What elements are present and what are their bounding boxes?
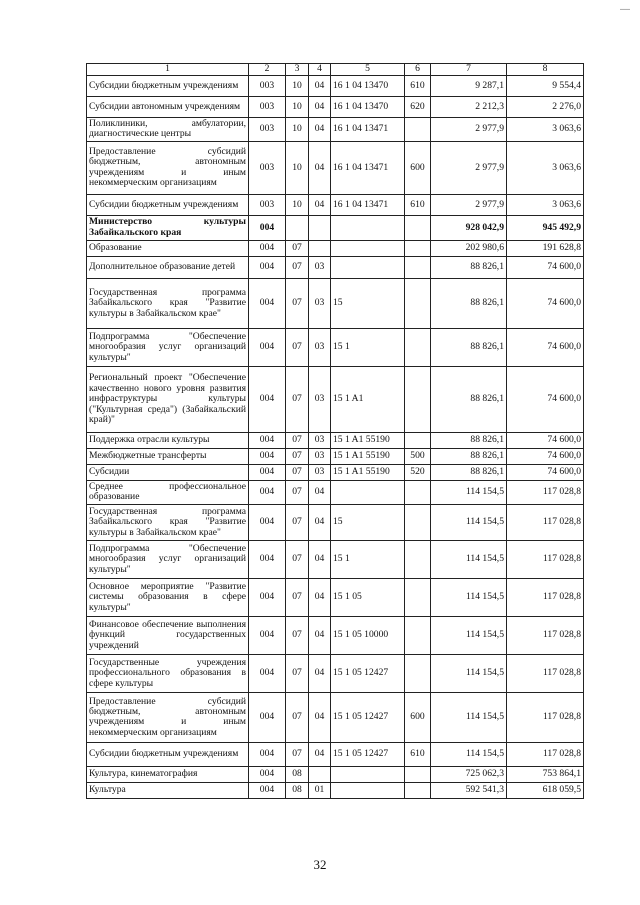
cell-subsection: 04: [309, 97, 331, 118]
cell-admin-code: 003: [249, 141, 286, 194]
cell-section: 10: [286, 194, 309, 215]
cell-section: 08: [286, 782, 309, 798]
cell-target-article: 15 1 05 10000: [331, 616, 405, 654]
cell-name: Поддержка отрасли культуры: [87, 432, 249, 448]
cell-expense-type: [405, 215, 431, 240]
cell-target-article: 15 1: [331, 540, 405, 578]
cell-amount-year2: 191 628,8: [507, 240, 584, 256]
cell-target-article: 15: [331, 278, 405, 328]
cell-name: Региональный проект "Обеспечение качественно нового уровня развития инфраструктуры культуры ("Культурная среда") (Забайкальский край)": [87, 366, 249, 432]
cell-admin-code: 004: [249, 240, 286, 256]
cell-target-article: 16 1 04 13470: [331, 76, 405, 97]
cell-admin-code: 004: [249, 256, 286, 278]
table-row: [87, 540, 584, 578]
cell-admin-code: 003: [249, 97, 286, 118]
column-header: 6: [405, 64, 431, 76]
cell-amount-year1: 114 154,5: [431, 616, 507, 654]
cell-amount-year1: 2 212,3: [431, 97, 507, 118]
cell-admin-code: 004: [249, 432, 286, 448]
cell-subsection: 04: [309, 504, 331, 540]
cell-expense-type: [405, 240, 431, 256]
cell-admin-code: 004: [249, 464, 286, 480]
cell-expense-type: 610: [405, 194, 431, 215]
cell-expense-type: 520: [405, 464, 431, 480]
cell-section: 07: [286, 240, 309, 256]
cell-subsection: 04: [309, 692, 331, 742]
cell-amount-year2: 74 600,0: [507, 366, 584, 432]
cell-section: 07: [286, 540, 309, 578]
cell-name: Среднее профессиональное образование: [87, 480, 249, 504]
cell-section: 07: [286, 742, 309, 766]
cell-admin-code: 004: [249, 504, 286, 540]
cell-amount-year2: 74 600,0: [507, 256, 584, 278]
table-row: [87, 578, 584, 616]
cell-admin-code: 003: [249, 76, 286, 97]
cell-target-article: [331, 240, 405, 256]
cell-amount-year1: 2 977,9: [431, 194, 507, 215]
table-row: [87, 278, 584, 328]
table-row: [87, 692, 584, 742]
cell-amount-year2: 9 554,4: [507, 76, 584, 97]
cell-section: 07: [286, 464, 309, 480]
cell-amount-year2: 74 600,0: [507, 464, 584, 480]
cell-expense-type: [405, 118, 431, 142]
cell-expense-type: 600: [405, 141, 431, 194]
cell-name: Субсидии бюджетным учреждениям: [87, 742, 249, 766]
cell-amount-year1: 88 826,1: [431, 278, 507, 328]
cell-name: Субсидии бюджетным учреждениям: [87, 194, 249, 215]
cell-target-article: 15 1 05: [331, 578, 405, 616]
cell-name: Государственная программа Забайкальского края "Развитие культуры в Забайкальском крае": [87, 504, 249, 540]
cell-amount-year1: 88 826,1: [431, 432, 507, 448]
cell-expense-type: [405, 256, 431, 278]
column-header: 3: [286, 64, 309, 76]
cell-amount-year2: 3 063,6: [507, 141, 584, 194]
table-row: [87, 464, 584, 480]
budget-table: [86, 63, 584, 799]
cell-amount-year2: 117 028,8: [507, 742, 584, 766]
cell-admin-code: 004: [249, 366, 286, 432]
cell-amount-year2: 117 028,8: [507, 578, 584, 616]
cell-expense-type: 620: [405, 97, 431, 118]
cell-expense-type: [405, 504, 431, 540]
cell-amount-year1: 88 826,1: [431, 464, 507, 480]
cell-amount-year1: 88 826,1: [431, 256, 507, 278]
cell-amount-year2: 618 059,5: [507, 782, 584, 798]
cell-expense-type: [405, 278, 431, 328]
cell-name: Финансовое обеспечение выполнения функций государственных учреждений: [87, 616, 249, 654]
column-header: 1: [87, 64, 249, 76]
cell-target-article: 15: [331, 504, 405, 540]
cell-target-article: 16 1 04 13470: [331, 97, 405, 118]
table-row: [87, 118, 584, 142]
cell-section: 10: [286, 118, 309, 142]
cell-amount-year1: 9 287,1: [431, 76, 507, 97]
cell-admin-code: 004: [249, 448, 286, 464]
table-row: [87, 97, 584, 118]
cell-section: 07: [286, 432, 309, 448]
cell-amount-year2: 753 864,1: [507, 766, 584, 782]
cell-amount-year2: 74 600,0: [507, 278, 584, 328]
cell-name: Основное мероприятие "Развитие системы образования в сфере культуры": [87, 578, 249, 616]
cell-amount-year2: 74 600,0: [507, 432, 584, 448]
cell-section: [286, 215, 309, 240]
cell-subsection: 04: [309, 654, 331, 692]
cell-subsection: 04: [309, 194, 331, 215]
cell-section: 07: [286, 366, 309, 432]
cell-amount-year1: 592 541,3: [431, 782, 507, 798]
cell-admin-code: 004: [249, 578, 286, 616]
cell-subsection: 03: [309, 328, 331, 366]
cell-expense-type: [405, 540, 431, 578]
column-header: 4: [309, 64, 331, 76]
cell-expense-type: 610: [405, 742, 431, 766]
cell-section: 07: [286, 578, 309, 616]
cell-name: Поликлиники, амбулатории, диагностические центры: [87, 118, 249, 142]
column-header: 2: [249, 64, 286, 76]
cell-target-article: 16 1 04 13471: [331, 141, 405, 194]
table-row: [87, 504, 584, 540]
cell-section: 10: [286, 76, 309, 97]
cell-amount-year2: 117 028,8: [507, 480, 584, 504]
cell-admin-code: 004: [249, 782, 286, 798]
cell-expense-type: [405, 654, 431, 692]
cell-amount-year1: 114 154,5: [431, 654, 507, 692]
cell-admin-code: 004: [249, 480, 286, 504]
cell-admin-code: 004: [249, 540, 286, 578]
cell-target-article: 15 1 A1 55190: [331, 432, 405, 448]
cell-subsection: [309, 215, 331, 240]
cell-expense-type: [405, 366, 431, 432]
cell-name: Подпрограмма "Обеспечение многообразия услуг организаций культуры": [87, 328, 249, 366]
cell-amount-year2: 74 600,0: [507, 328, 584, 366]
cell-target-article: 15 1 05 12427: [331, 692, 405, 742]
cell-name: Субсидии: [87, 464, 249, 480]
cell-subsection: 01: [309, 782, 331, 798]
cell-expense-type: [405, 328, 431, 366]
cell-amount-year1: 2 977,9: [431, 118, 507, 142]
cell-name: Субсидии автономным учреждениям: [87, 97, 249, 118]
corner-mark: —: [620, 4, 630, 15]
cell-amount-year1: 114 154,5: [431, 578, 507, 616]
cell-admin-code: 004: [249, 766, 286, 782]
cell-name: Культура: [87, 782, 249, 798]
cell-target-article: 15 1: [331, 328, 405, 366]
cell-name: Дополнительное образование детей: [87, 256, 249, 278]
cell-amount-year2: 945 492,9: [507, 215, 584, 240]
cell-amount-year1: 114 154,5: [431, 480, 507, 504]
cell-amount-year1: 725 062,3: [431, 766, 507, 782]
cell-target-article: 15 1 A1 55190: [331, 448, 405, 464]
cell-expense-type: [405, 782, 431, 798]
cell-admin-code: 003: [249, 194, 286, 215]
cell-target-article: 15 1 A1: [331, 366, 405, 432]
cell-subsection: 04: [309, 118, 331, 142]
cell-name: Государственная программа Забайкальского края "Развитие культуры в Забайкальском крае": [87, 278, 249, 328]
cell-section: 07: [286, 692, 309, 742]
cell-amount-year1: 202 980,6: [431, 240, 507, 256]
table-row: [87, 240, 584, 256]
cell-amount-year2: 3 063,6: [507, 194, 584, 215]
cell-amount-year1: 928 042,9: [431, 215, 507, 240]
cell-admin-code: 004: [249, 215, 286, 240]
table-row: [87, 480, 584, 504]
cell-amount-year2: 117 028,8: [507, 692, 584, 742]
cell-target-article: [331, 215, 405, 240]
cell-subsection: 03: [309, 432, 331, 448]
cell-expense-type: [405, 766, 431, 782]
cell-subsection: 03: [309, 448, 331, 464]
cell-expense-type: [405, 432, 431, 448]
cell-subsection: 03: [309, 256, 331, 278]
cell-admin-code: 004: [249, 654, 286, 692]
page-number: 32: [313, 857, 327, 872]
table-row: [87, 616, 584, 654]
table-row: [87, 194, 584, 215]
cell-section: 08: [286, 766, 309, 782]
cell-amount-year2: 74 600,0: [507, 448, 584, 464]
cell-subsection: [309, 240, 331, 256]
cell-target-article: 16 1 04 13471: [331, 118, 405, 142]
cell-name: Предоставление субсидий бюджетным, автономным учреждениям и иным некоммерческим организациям: [87, 141, 249, 194]
cell-admin-code: 004: [249, 692, 286, 742]
cell-amount-year1: 114 154,5: [431, 742, 507, 766]
cell-target-article: 15 1 05 12427: [331, 654, 405, 692]
cell-expense-type: 610: [405, 76, 431, 97]
table-row: [87, 448, 584, 464]
cell-amount-year2: 117 028,8: [507, 540, 584, 578]
cell-expense-type: [405, 616, 431, 654]
cell-admin-code: 004: [249, 742, 286, 766]
cell-subsection: 04: [309, 616, 331, 654]
cell-expense-type: [405, 480, 431, 504]
table-body: [87, 76, 584, 799]
column-header: 8: [507, 64, 584, 76]
cell-target-article: [331, 766, 405, 782]
table-row: [87, 782, 584, 798]
cell-subsection: 03: [309, 366, 331, 432]
cell-section: 07: [286, 654, 309, 692]
cell-target-article: [331, 782, 405, 798]
table-row: [87, 742, 584, 766]
cell-subsection: 04: [309, 76, 331, 97]
cell-name: Министерство культуры Забайкальского края: [87, 215, 249, 240]
cell-amount-year2: 3 063,6: [507, 118, 584, 142]
table-row: [87, 432, 584, 448]
cell-name: Предоставление субсидий бюджетным, автономным учреждениям и иным некоммерческим организациям: [87, 692, 249, 742]
cell-target-article: 15 1 A1 55190: [331, 464, 405, 480]
cell-amount-year2: 2 276,0: [507, 97, 584, 118]
cell-section: 07: [286, 616, 309, 654]
cell-admin-code: 004: [249, 278, 286, 328]
cell-name: Культура, кинематография: [87, 766, 249, 782]
cell-section: 07: [286, 448, 309, 464]
cell-section: 07: [286, 328, 309, 366]
cell-amount-year1: 88 826,1: [431, 448, 507, 464]
cell-target-article: 16 1 04 13471: [331, 194, 405, 215]
cell-subsection: 04: [309, 480, 331, 504]
cell-amount-year2: 117 028,8: [507, 504, 584, 540]
cell-target-article: 15 1 05 12427: [331, 742, 405, 766]
cell-name: Межбюджетные трансферты: [87, 448, 249, 464]
table-row: [87, 328, 584, 366]
cell-subsection: [309, 766, 331, 782]
table-header-row: [87, 64, 584, 76]
cell-amount-year1: 114 154,5: [431, 692, 507, 742]
cell-admin-code: 004: [249, 328, 286, 366]
cell-subsection: 04: [309, 578, 331, 616]
table-row: [87, 141, 584, 194]
cell-section: 07: [286, 256, 309, 278]
cell-name: Государственные учреждения профессионального образования в сфере культуры: [87, 654, 249, 692]
cell-subsection: 03: [309, 278, 331, 328]
cell-name: Подпрограмма "Обеспечение многообразия услуг организаций культуры": [87, 540, 249, 578]
cell-subsection: 04: [309, 742, 331, 766]
cell-admin-code: 003: [249, 118, 286, 142]
cell-section: 07: [286, 480, 309, 504]
table-row: [87, 654, 584, 692]
table-row: [87, 256, 584, 278]
cell-expense-type: 600: [405, 692, 431, 742]
cell-amount-year2: 117 028,8: [507, 654, 584, 692]
cell-expense-type: 500: [405, 448, 431, 464]
cell-amount-year1: 88 826,1: [431, 328, 507, 366]
cell-admin-code: 004: [249, 616, 286, 654]
cell-section: 07: [286, 504, 309, 540]
column-header: 7: [431, 64, 507, 76]
cell-amount-year2: 117 028,8: [507, 616, 584, 654]
cell-amount-year1: 114 154,5: [431, 540, 507, 578]
cell-subsection: 04: [309, 141, 331, 194]
cell-amount-year1: 88 826,1: [431, 366, 507, 432]
cell-section: 07: [286, 278, 309, 328]
cell-expense-type: [405, 578, 431, 616]
cell-subsection: 03: [309, 464, 331, 480]
cell-target-article: [331, 480, 405, 504]
cell-subsection: 04: [309, 540, 331, 578]
cell-target-article: [331, 256, 405, 278]
cell-amount-year1: 2 977,9: [431, 141, 507, 194]
column-header: 5: [331, 64, 405, 76]
table-row: [87, 215, 584, 240]
cell-section: 10: [286, 141, 309, 194]
table-row: [87, 366, 584, 432]
table-row: [87, 766, 584, 782]
cell-name: Образование: [87, 240, 249, 256]
cell-name: Субсидии бюджетным учреждениям: [87, 76, 249, 97]
cell-section: 10: [286, 97, 309, 118]
cell-amount-year1: 114 154,5: [431, 504, 507, 540]
table-row: [87, 76, 584, 97]
